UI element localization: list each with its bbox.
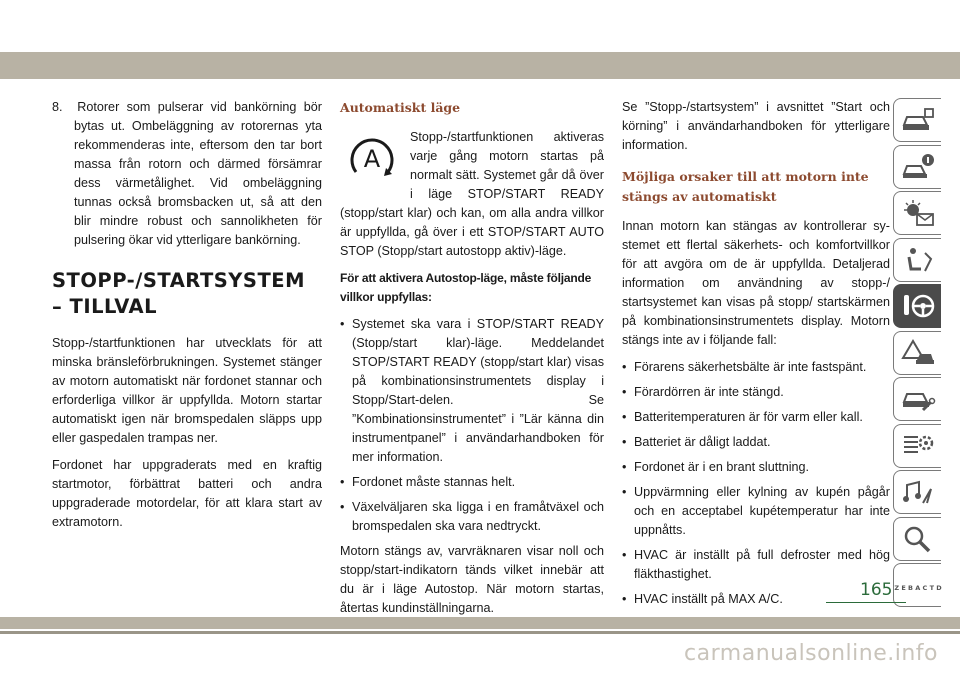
page-number: 165 <box>860 580 893 600</box>
tab-car-info[interactable] <box>893 145 941 189</box>
auto-icon-letter: A <box>363 145 381 173</box>
chapter-tabs <box>893 98 943 610</box>
intro-paragraph: Stopp-/startfunktionen har utvecklats för att minska bränsleförbrukningen. Systemet stänger av motorn automatiskt när fordonet stannar och erforderliga villkor är uppfyllda. Motorn startar automatiskt igen när bromspedalen släpps upp eller gaspedalen trampas ner. <box>52 336 322 445</box>
list-item: • Förardörren är inte stängd. <box>622 385 784 399</box>
specs-gear-icon <box>901 431 935 461</box>
list-item: • Batteriet är dåligt laddat. <box>622 435 771 449</box>
tab-lights-message[interactable] <box>893 191 941 235</box>
item-text: Rotorer som pulserar vid bankörning bör bytas ut. Ombeläggning av rotorernas yta rekommenderas inte, eftersom den tar bort massa från rotorn och därmed försämrar dess värmetålighet. Vid ombeläggning tunnas också bromsbacken ut, så att den blir mindre robust och sannolikheten för pulsering ökar vid ytterligare bankörning. <box>74 100 323 247</box>
item-number: 8. <box>52 100 63 114</box>
list-item: • Växelväljaren ska ligga i en framåtväxel och bromspedalen ska vara nedtryckt. <box>340 500 604 533</box>
footer-bar <box>0 617 960 629</box>
list-item: • Uppvärmning eller kylning av kupén pågår och en acceptabel kupétemperatur har inte uppnåtts. <box>622 485 890 537</box>
warning-car-icon <box>901 338 935 368</box>
list-item: • HVAC inställt på MAX A/C. <box>622 592 783 606</box>
tab-specs-gear[interactable] <box>893 424 941 468</box>
car-lock-icon <box>901 105 935 135</box>
section-heading: STOPP-/STARTSYSTEM – TILLVAL <box>52 269 305 318</box>
column-right <box>622 98 893 615</box>
page-number-rule <box>826 602 906 603</box>
list-item: • Systemet ska vara i STOP/START READY (Stopp/start klar)-läge. Meddelandet STOP/START READY (stopp/start klar) visas på kombinationsinstrumentets display i Stopp/Start-delen. Se ”Kombinationsinstrumentet” i ”Lär känna din instrumentpanel” i användarhandboken för mer information. <box>340 317 604 464</box>
tab-alphabet-index[interactable] <box>893 563 941 607</box>
music-nav-icon <box>901 477 935 507</box>
tab-car-lock[interactable] <box>893 98 941 142</box>
car-info-icon <box>901 152 935 182</box>
list-item: • Fordonet måste stannas helt. <box>340 475 516 489</box>
auto-stop-icon <box>346 132 398 184</box>
tab-music-nav[interactable] <box>893 470 941 514</box>
tab-seat-airbag[interactable] <box>893 238 941 282</box>
list-item: • Batteritemperaturen är för varm eller kall. <box>622 410 863 424</box>
watermark: carmanualsonline.info <box>684 641 938 666</box>
causes-heading: Möjliga orsaker till att motorn inte stängs av automatiskt <box>622 169 869 204</box>
causes-paragraph: Innan motorn kan stängas av kontrollerar systemet ett flertal säkerhets- och komfortvillkor för att avgöra om de är uppfyllda. Detaljerad information om användning av stopp-/ startsystemet kan visas på stopp/ startskärmen på kombinationsinstrumentets display. Motorn stängs inte av i följande fall: <box>622 219 890 347</box>
lights-message-icon <box>901 198 935 228</box>
column-middle <box>340 98 604 626</box>
auto-mode-paragraph: Stopp-/startfunktionen aktiveras varje gång motorn startas på normalt sätt. Systemet går då över i läge STOP/START READY (stopp/start klar) och kan, om alla andra villkor är uppfyllda, gå över i ett STOP/START AUTO STOP (Stopp/start autostopp aktiv)-läge. <box>340 130 604 258</box>
upgrade-paragraph: Fordonet har uppgraderats med en kraftig startmotor, förbättrat batteri och andra uppgraderade motordelar, för att klara start av extramotorn. <box>52 458 322 529</box>
key-steering-wheel-icon <box>901 291 935 321</box>
car-wrench-icon <box>901 384 935 414</box>
list-item-8 <box>52 98 322 250</box>
conditions-subheading: För att aktivera Autostop-läge, måste följande villkor uppfyllas: <box>340 271 592 304</box>
list-item: • Fordonet är i en brant sluttning. <box>622 460 810 474</box>
list-item: • Förarens säkerhetsbälte är inte fastspänt. <box>622 360 867 374</box>
auto-mode-heading: Automatiskt läge <box>340 100 461 115</box>
engine-off-paragraph: Motorn stängs av, varvräknaren visar noll och stopp/start-indikatorn tänds vilket innebär att du är i läge Autostop. När motorn startas, återtas kundinställningarna. <box>340 544 604 615</box>
index-letters: Z E B A C T D <box>893 584 942 592</box>
seat-airbag-icon <box>901 245 935 275</box>
tab-car-wrench[interactable] <box>893 377 941 421</box>
alphabet-index-icon <box>893 570 942 600</box>
search-icon <box>901 524 935 554</box>
list-item: • HVAC är inställt på full defroster med hög fläkthastighet. <box>622 548 890 581</box>
tab-search[interactable] <box>893 517 941 561</box>
tab-starting-driving[interactable] <box>893 284 941 328</box>
header-bar <box>0 52 960 79</box>
top-margin <box>0 0 960 52</box>
column-left <box>52 98 322 540</box>
reference-paragraph: Se ”Stopp-/startsystem” i avsnittet ”Start och körning” i användarhandboken för ytterligare information. <box>622 100 890 152</box>
tab-warning-car[interactable] <box>893 331 941 375</box>
